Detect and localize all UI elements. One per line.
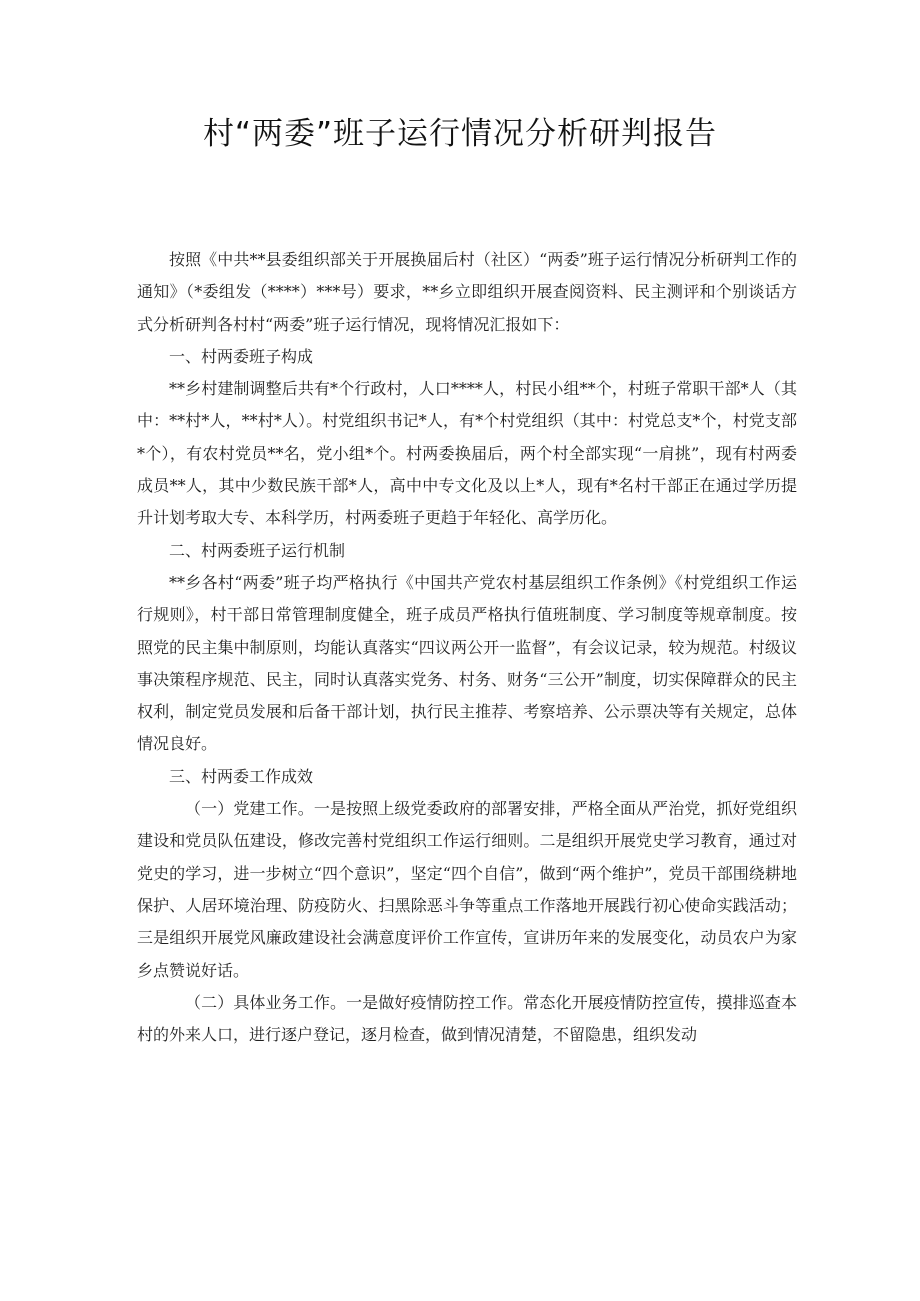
section-heading-results: 三、村两委工作成效: [169, 766, 314, 786]
party-building-paragraph: （一）党建工作。一是按照上级党委政府的部署安排，严格全面从严治党，抓好党组织建设和党员队伍建设，修改完善村党组织工作运行细则。二是组织开展党史学习教育，通过对党史的学习，进一步树立“四个意识”，坚定“四个自信”，做到“两个维护”，党员干部围绕耕地保护、人居环境治理、防疫防火、扫黑除恶斗争等重点工作落地开展践行初心使命实践活动；三是组织开展党风廉政建设社会满意度评价工作宣传，宣讲历年来的发展变化，动员农户为家乡点赞说好话。: [137, 799, 797, 980]
mechanism-paragraph: **乡各村“两委”班子均严格执行《中国共产党农村基层组织工作条例》《村党组织工作运行规则》，村干部日常管理制度健全，班子成员严格执行值班制度、学习制度等规章制度。按照党的民主集中制原则，均能认真落实“四议两公开一监督”，有会议记录，较为规范。村级议事决策程序规范、民主，同时认真落实党务、村务、财务“三公开”制度，切实保障群众的民主权利，制定党员发展和后备干部计划，执行民主推荐、考察培养、公示票决等有关规定，总体情况良好。: [137, 572, 797, 754]
intro-paragraph: 按照《中共**县委组织部关于开展换届后村（社区）“两委”班子运行情况分析研判工作的通知》（*委组发（****）***号）要求，**乡立即组织开展查阅资料、民主测评和个别谈话方式分析研判各村村“两委”班子运行情况，现将情况汇报如下：: [137, 250, 797, 334]
document-body: [137, 244, 797, 1051]
section-heading-mechanism: 二、村两委班子运行机制: [169, 540, 346, 560]
page-title: 村“两委”班子运行情况分析研判报告: [202, 116, 718, 152]
composition-paragraph: **乡村建制调整后共有*个行政村，人口****人，村民小组**个，村班子常职干部*人（其中：**村*人，**村*人）。村党组织书记*人，有*个村党组织（其中：村党总支*个，村党支部*个），有农村党员**名，党小组*个。村两委换届后，两个村全部实现“一肩挑”，现有村两委成员**人，其中少数民族干部*人，高中中专文化及以上*人，现有*名村干部正在通过学历提升计划考取大专、本科学历，村两委班子更趋于年轻化、高学历化。: [137, 379, 797, 528]
business-work-paragraph: （二）具体业务工作。一是做好疫情防控工作。常态化开展疫情防控宣传，摸排巡查本村的外来人口，进行逐户登记，逐月检查，做到情况清楚，不留隐患，组织发动: [137, 992, 797, 1045]
section-heading-composition: 一、村两委班子构成: [169, 346, 314, 366]
